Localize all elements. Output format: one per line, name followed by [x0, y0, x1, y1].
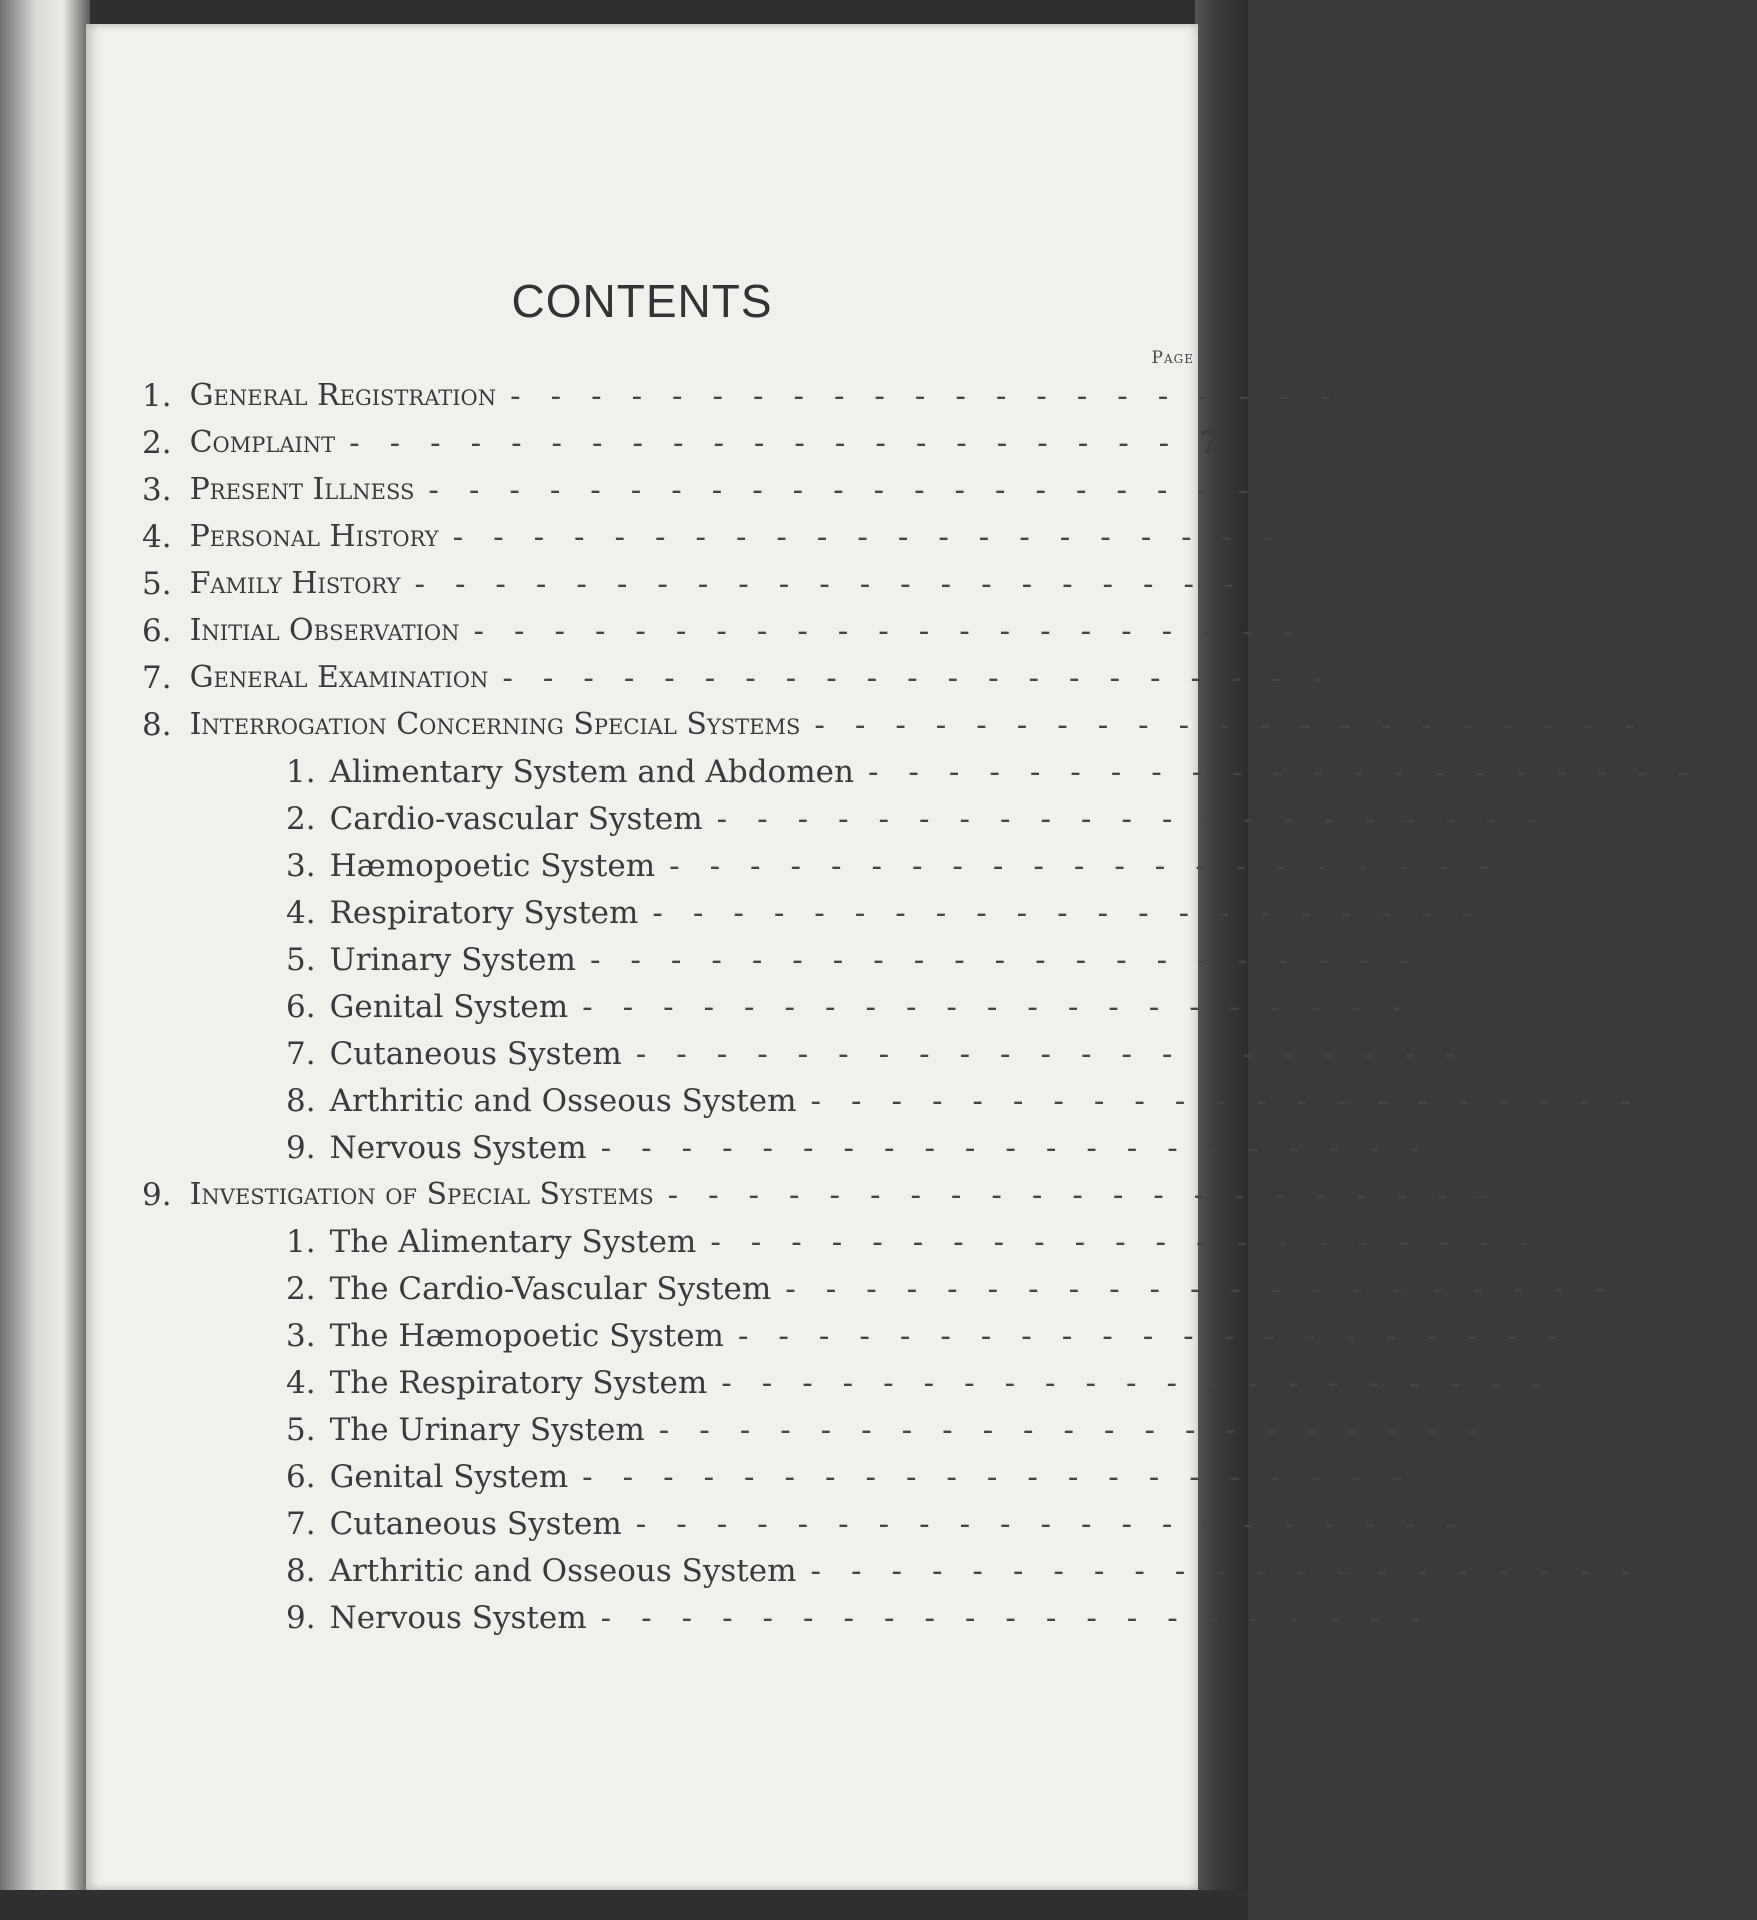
entry-number: 1. [142, 377, 172, 414]
toc-entry-family-history [142, 560, 1304, 607]
book-page [86, 24, 1757, 1890]
dot-leader: --------------------- [635, 1035, 1486, 1072]
toc-subentry-cutaneous-2 [286, 1500, 1526, 1547]
entry-page-number: 39 [1571, 1364, 1611, 1401]
toc-subentry-arthritic-osseous [286, 1077, 1700, 1124]
entry-title: Genital System [329, 1458, 569, 1495]
dot-leader: --------------------- [600, 1599, 1451, 1636]
entry-number: 7. [286, 1035, 316, 1072]
toc-subentry-urinary [286, 936, 1480, 983]
toc-subentry-alimentary-abdomen [286, 748, 1757, 795]
entry-number: 8. [286, 1082, 316, 1119]
dot-leader: --------------------- [582, 1458, 1433, 1495]
entry-page-number: 9 [1302, 518, 1323, 555]
dot-leader: --------------------- [414, 565, 1265, 602]
entry-title: Initial Observation [189, 613, 460, 648]
entry-title: Genital System [329, 988, 569, 1025]
entry-title: Nervous System [329, 1599, 587, 1636]
entry-page-number: 47 [1485, 1505, 1526, 1542]
entry-title: Personal History [189, 519, 439, 554]
toc-entry-initial-observation [142, 607, 1363, 654]
entry-number: 9. [286, 1599, 316, 1636]
entry-number: 5. [286, 941, 316, 978]
entry-title: General Registration [189, 378, 497, 413]
entry-page-number: 11 [1264, 565, 1304, 602]
entry-page-number: 49 [1450, 1599, 1491, 1636]
entry-title: Present Illness [189, 472, 415, 507]
entry-number: 1. [286, 753, 316, 790]
entry-page-number: 35 [1635, 1270, 1675, 1307]
entry-page-number: 25 [1502, 894, 1542, 931]
toc-entry-present-illness [142, 466, 1299, 513]
toc-subentry-cutaneous [286, 1030, 1526, 1077]
toc-subentry-nervous [286, 1124, 1491, 1171]
dot-leader: --------------------- [867, 753, 1718, 790]
toc-subentry-arthritic-osseous-2 [286, 1547, 1700, 1594]
dot-leader: --------------------- [600, 1129, 1451, 1166]
entry-page-number: 45 [1432, 1458, 1472, 1495]
entry-number: 2. [286, 800, 316, 837]
dot-leader: --------------------- [667, 1176, 1518, 1213]
entry-page-number: 49 [1660, 1552, 1700, 1589]
entry-page-number: 7 [1199, 424, 1219, 461]
entry-title: Investigation of Special Systems [189, 1177, 654, 1212]
toc-subentry-the-alimentary [286, 1218, 1600, 1265]
dot-leader: --------------------- [349, 424, 1200, 461]
entry-page-number: 23 [1519, 847, 1559, 884]
entry-page-number: 11 [1323, 612, 1363, 649]
dot-leader: --------------------- [810, 1552, 1661, 1589]
entry-number: 4. [142, 518, 172, 555]
dot-leader: --------------------- [716, 800, 1567, 837]
dot-leader: --------------------- [452, 518, 1303, 555]
entry-number: 5. [142, 565, 172, 602]
entry-number: 8. [286, 1552, 316, 1589]
toc-subentry-the-respiratory [286, 1359, 1611, 1406]
entry-title: The Alimentary System [329, 1223, 697, 1260]
entry-title: Family History [189, 566, 401, 601]
entry-title: The Hæmopoetic System [329, 1317, 724, 1354]
book-cover-bottom [0, 1890, 1248, 1920]
entry-number: 5. [286, 1411, 316, 1448]
toc-subentry-the-urinary [286, 1406, 1549, 1453]
dot-leader: --------------------- [785, 1270, 1636, 1307]
entry-number: 4. [286, 894, 316, 931]
entry-number: 4. [286, 1364, 316, 1401]
entry-title: Nervous System [329, 1129, 587, 1166]
dot-leader: --------------------- [737, 1317, 1588, 1354]
entry-title: Respiratory System [329, 894, 639, 931]
dot-leader: --------------------- [721, 1364, 1572, 1401]
dot-leader: --------------------- [814, 706, 1665, 743]
entry-number: 7. [142, 659, 172, 696]
entry-page-number: 33 [1560, 1223, 1600, 1260]
toc-entry-interrogation-special-systems [142, 701, 1704, 748]
dot-leader: --------------------- [635, 1505, 1486, 1542]
entry-page-number: 37 [1587, 1317, 1628, 1354]
entry-page-number: 29 [1485, 1035, 1526, 1072]
toc-subentry-haemopoetic [286, 842, 1559, 889]
entry-number: 2. [286, 1270, 316, 1307]
entry-title: The Cardio-Vascular System [329, 1270, 772, 1307]
dot-leader: --------------------- [669, 847, 1520, 884]
entry-number: 9. [286, 1129, 316, 1166]
entry-title: Cutaneous System [329, 1035, 622, 1072]
entry-number: 6. [286, 1458, 316, 1495]
toc-entry-general-registration [142, 372, 1380, 419]
toc-entry-complaint [142, 419, 1219, 466]
entry-page-number: 21 [1566, 800, 1607, 837]
dot-leader: --------------------- [652, 894, 1503, 931]
dot-leader: --------------------- [589, 941, 1440, 978]
entry-number: 6. [286, 988, 316, 1025]
entry-number: 9. [142, 1176, 172, 1213]
entry-page-number: 31 [1450, 1129, 1491, 1166]
entry-page-number: 21 [1717, 753, 1757, 790]
entry-page-number: 7 [1278, 471, 1299, 508]
dot-leader: --------------------- [502, 659, 1353, 696]
dot-leader: --------------------- [810, 1082, 1661, 1119]
entry-title: Complaint [189, 425, 336, 460]
entry-number: 3. [142, 471, 172, 508]
entry-page-number: 33 [1517, 1176, 1558, 1213]
entry-title: General Examination [189, 660, 489, 695]
book-cover-top [0, 0, 1248, 26]
entry-title: Urinary System [329, 941, 576, 978]
dot-leader: --------------------- [710, 1223, 1561, 1260]
entry-title: The Urinary System [329, 1411, 645, 1448]
toc-subentry-genital-2 [286, 1453, 1472, 1500]
toc-subentry-the-cardio-vascular [286, 1265, 1675, 1312]
entry-number: 7. [286, 1505, 316, 1542]
entry-page-number: 29 [1660, 1082, 1700, 1119]
entry-number: 3. [286, 847, 316, 884]
page-column-label: Page [1151, 348, 1194, 368]
toc-subentry-nervous-2 [286, 1594, 1491, 1641]
entry-page-number: 27 [1432, 988, 1472, 1025]
entry-number: 1. [286, 1223, 316, 1260]
toc-entry-general-examination [142, 654, 1392, 701]
entry-title: Cardio-vascular System [329, 800, 703, 837]
entry-title: Arthritic and Osseous System [329, 1552, 797, 1589]
toc-subentry-respiratory [286, 889, 1542, 936]
entry-number: 2. [142, 424, 172, 461]
entry-title: Alimentary System and Abdomen [329, 753, 854, 790]
entry-title: Cutaneous System [329, 1505, 622, 1542]
entry-number: 8. [142, 706, 172, 743]
dot-leader: --------------------- [473, 612, 1324, 649]
dot-leader: --------------------- [582, 988, 1433, 1025]
entry-title: Interrogation Concerning Special Systems [189, 707, 801, 742]
entry-number: 6. [142, 612, 172, 649]
toc-entry-investigation-special-systems [142, 1171, 1558, 1218]
entry-page-number: 41 [1508, 1411, 1549, 1448]
book-spine-left [0, 0, 90, 1920]
entry-page-number: 21 [1664, 706, 1704, 743]
page-title: CONTENTS [511, 275, 773, 327]
toc-subentry-cardio-vascular [286, 795, 1607, 842]
toc-subentry-genital [286, 983, 1472, 1030]
entry-title: Hæmopoetic System [329, 847, 656, 884]
toc-subentry-the-haemopoetic [286, 1312, 1628, 1359]
entry-page-number: 7 [1360, 377, 1380, 414]
entry-page-number: 25 [1439, 941, 1480, 978]
entry-page-number: 17 [1352, 659, 1392, 696]
entry-number: 3. [286, 1317, 316, 1354]
toc-entry-personal-history [142, 513, 1323, 560]
dot-leader: --------------------- [428, 471, 1279, 508]
dot-leader: --------------------- [510, 377, 1361, 414]
dot-leader: --------------------- [658, 1411, 1509, 1448]
entry-title: Arthritic and Osseous System [329, 1082, 797, 1119]
entry-title: The Respiratory System [329, 1364, 708, 1401]
